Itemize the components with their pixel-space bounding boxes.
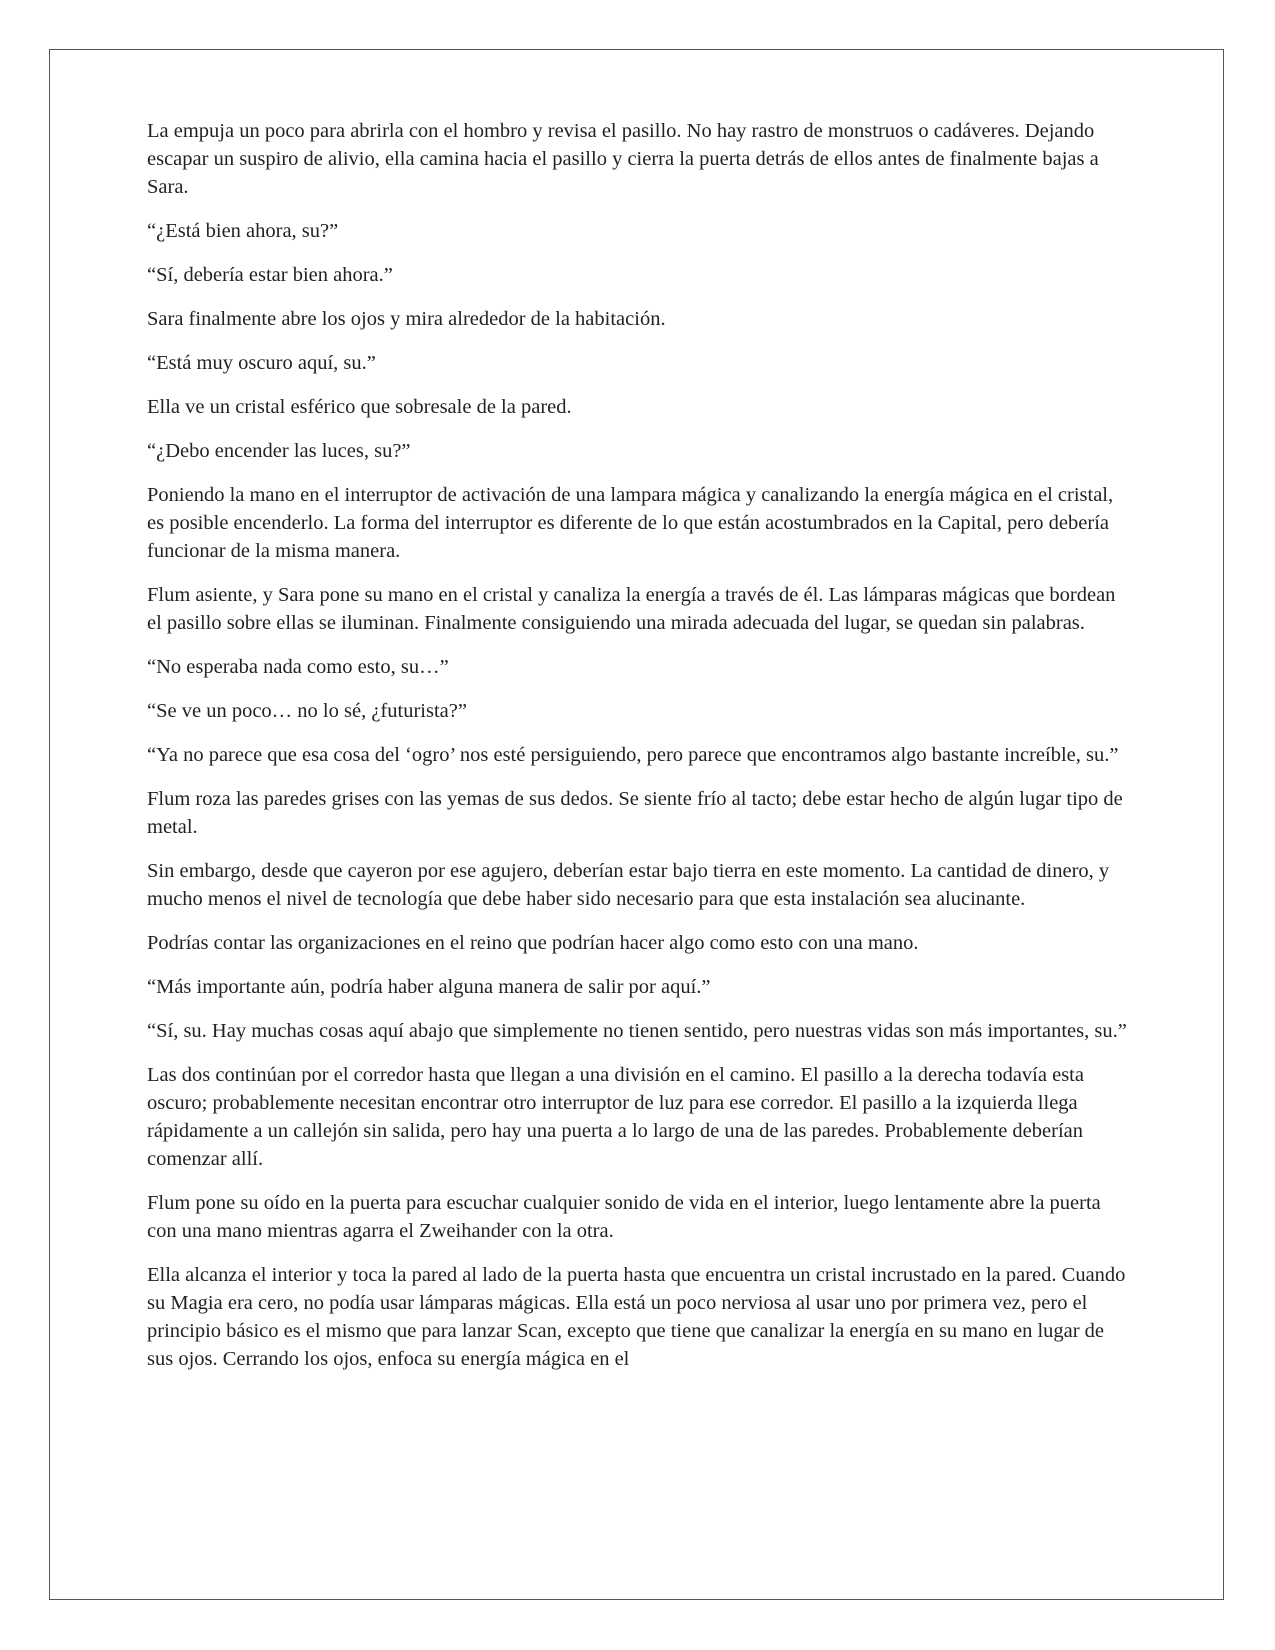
paragraph-10: “No esperaba nada como esto, su…” [147,656,449,678]
paragraph-3: “Sí, debería estar bien ahora.” [147,264,393,286]
paragraph-14: Sin embargo, desde que cayeron por ese agujero, deberían estar bajo tierra en este momento. La cantidad de dinero, y mucho menos el nivel de tecnología que debe haber sido necesario para que esta instalación sea alucinante. [147,860,1110,910]
paragraph-1: La empuja un poco para abrirla con el hombro y revisa el pasillo. No hay rastro de monstruos o cadáveres. Dejando escapar un suspiro de alivio, ella camina hacia el pasillo y cierra la puerta detrás de ellos antes de finalmente bajas a Sara. [147,120,1099,198]
paragraph-18: Las dos continúan por el corredor hasta que llegan a una división en el camino. El pasillo a la derecha todavía esta oscuro; probablemente necesitan encontrar otro interruptor de luz para ese corredor. El pasillo a la izquierda llega rápidamente a un callejón sin salida, pero hay una puerta a lo largo de una de las paredes. Probablemente deberían comenzar allí. [147,1064,1084,1170]
paragraph-8: Poniendo la mano en el interruptor de activación de una lampara mágica y canalizando la energía mágica en el cristal, es posible encenderlo. La forma del interruptor es diferente de lo que están acostumbrados en la Capital, pero debería funcionar de la misma manera. [147,484,1114,562]
paragraph-5: “Está muy oscuro aquí, su.” [147,352,376,374]
paragraph-6: Ella ve un cristal esférico que sobresale de la pared. [147,396,572,418]
paragraph-7: “¿Debo encender las luces, su?” [147,440,411,462]
paragraph-16: “Más importante aún, podría haber alguna manera de salir por aquí.” [147,976,711,998]
paragraph-15: Podrías contar las organizaciones en el reino que podrían hacer algo como esto con una mano. [147,932,919,954]
paragraph-20: Ella alcanza el interior y toca la pared al lado de la puerta hasta que encuentra un cristal incrustado en la pared. Cuando su Magia era cero, no podía usar lámparas mágicas. Ella está un poco nerviosa al usar uno por primera vez, pero el principio básico es el mismo que para lanzar Scan, excepto que tiene que canalizar la energía en su mano en lugar de sus ojos. Cerrando los ojos, enfoca su energía mágica en el [147,1264,1126,1370]
paragraph-17: “Sí, su. Hay muchas cosas aquí abajo que simplemente no tienen sentido, pero nuestras vidas son más importantes, su.” [147,1020,1127,1042]
paragraph-2: “¿Está bien ahora, su?” [147,220,339,242]
paragraph-9: Flum asiente, y Sara pone su mano en el cristal y canaliza la energía a través de él. Las lámparas mágicas que bordean el pasillo sobre ellas se iluminan. Finalmente consiguiendo una mirada adecuada del lugar, se quedan sin palabras. [147,584,1116,634]
paragraph-11: “Se ve un poco… no lo sé, ¿futurista?” [147,700,467,722]
paragraph-12: “Ya no parece que esa cosa del ‘ogro’ nos esté persiguiendo, pero parece que encontramos algo bastante increíble, su.” [147,744,1119,766]
paragraph-4: Sara finalmente abre los ojos y mira alrededor de la habitación. [147,308,666,330]
paragraph-13: Flum roza las paredes grises con las yemas de sus dedos. Se siente frío al tacto; debe estar hecho de algún lugar tipo de metal. [147,788,1123,838]
paragraph-19: Flum pone su oído en la puerta para escuchar cualquier sonido de vida en el interior, luego lentamente abre la puerta con una mano mientras agarra el Zweihander con la otra. [147,1192,1101,1242]
document-body [147,117,1127,1389]
